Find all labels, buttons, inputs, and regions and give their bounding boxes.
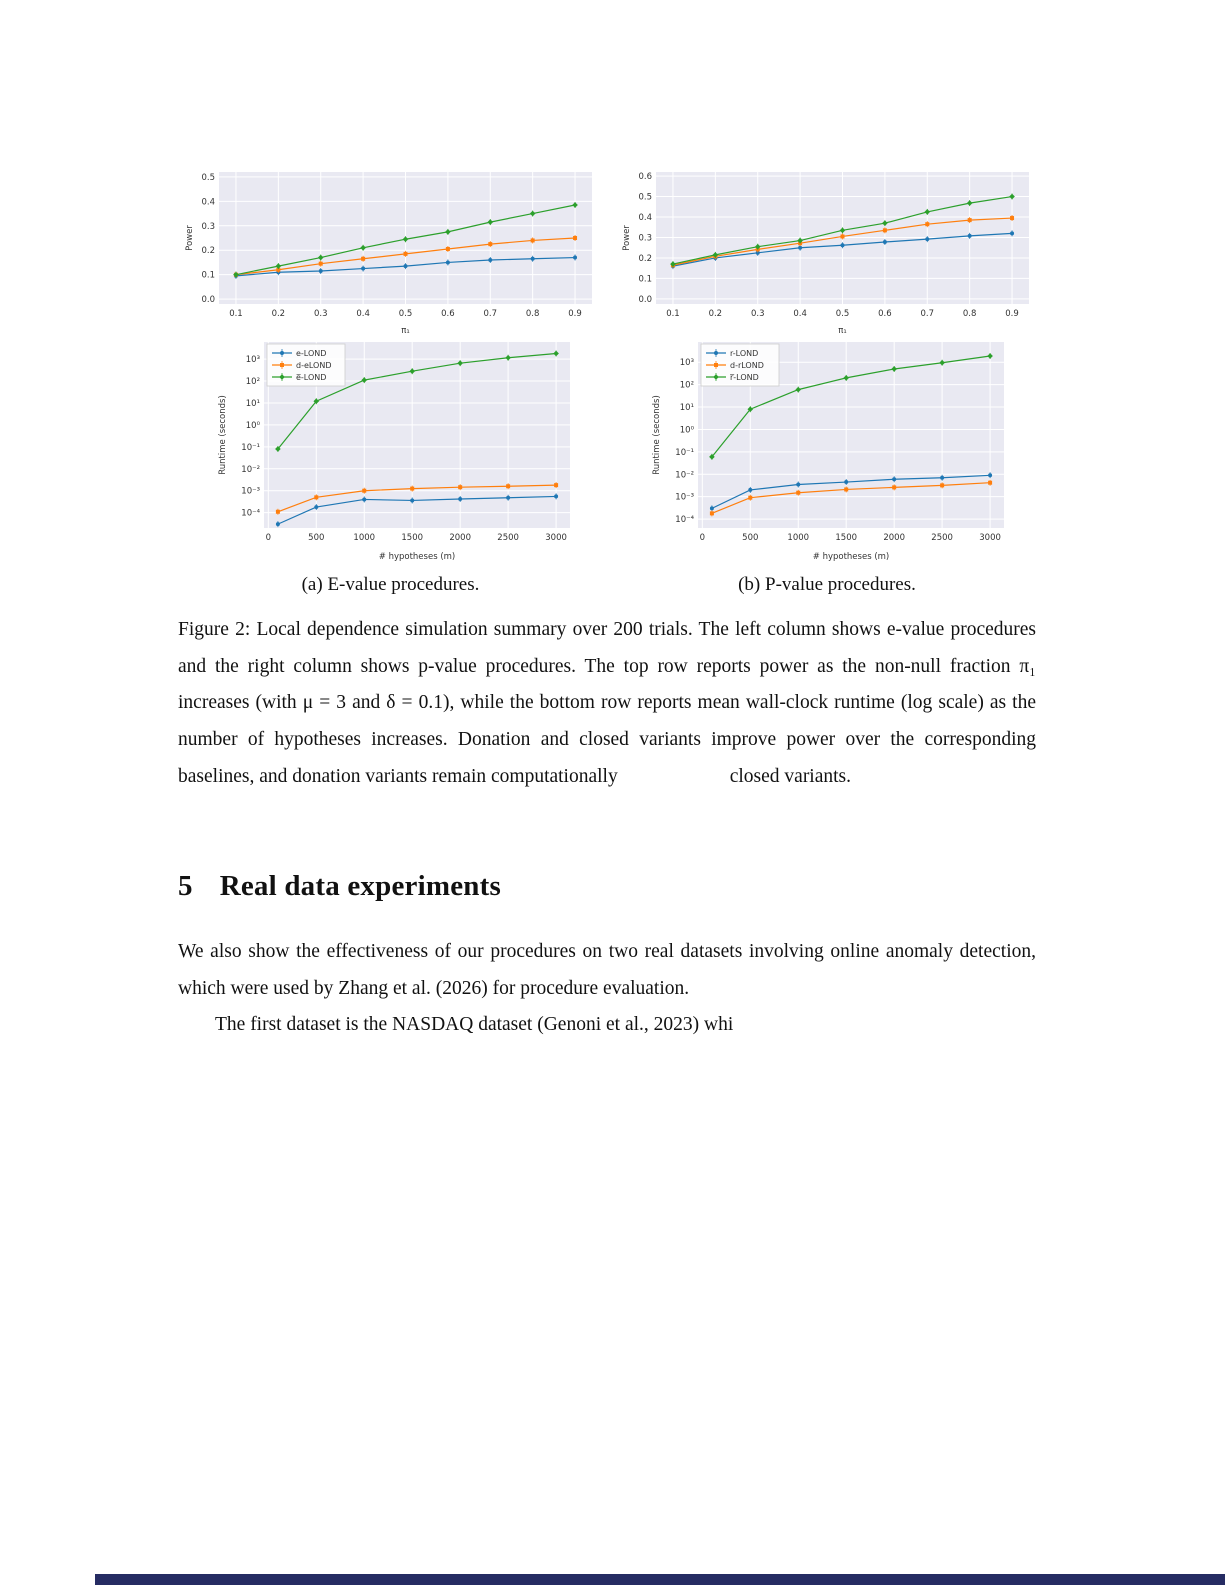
svg-text:d-rLOND: d-rLOND xyxy=(730,361,764,370)
svg-text:3000: 3000 xyxy=(545,533,567,543)
svg-text:10⁻¹: 10⁻¹ xyxy=(675,447,694,458)
svg-text:0.8: 0.8 xyxy=(962,309,977,319)
power-evalue-chart xyxy=(183,164,598,338)
svg-text:0.4: 0.4 xyxy=(638,213,652,224)
section-heading xyxy=(178,870,501,903)
svg-text:10²: 10² xyxy=(679,380,694,391)
svg-text:10⁻²: 10⁻² xyxy=(241,464,260,475)
svg-text:2000: 2000 xyxy=(449,533,471,543)
svg-text:0.4: 0.4 xyxy=(356,309,370,319)
svg-text:10⁰: 10⁰ xyxy=(679,425,694,436)
svg-text:0.1: 0.1 xyxy=(201,270,215,281)
svg-text:10²: 10² xyxy=(245,377,260,388)
svg-text:0.6: 0.6 xyxy=(878,309,892,319)
svg-text:0.2: 0.2 xyxy=(638,253,652,264)
svg-text:π₁: π₁ xyxy=(401,326,410,336)
svg-text:2500: 2500 xyxy=(931,533,953,543)
paragraph: We also show the effectiveness of our procedures on two real datasets involving online anomaly detection, which were used by Zhang et al. (2026) for procedure evaluation. xyxy=(178,941,1036,999)
svg-text:10³: 10³ xyxy=(245,355,260,366)
svg-text:r̅-LOND: r̅-LOND xyxy=(730,373,759,382)
caption-gap xyxy=(618,781,730,782)
svg-text:e-LOND: e-LOND xyxy=(296,349,327,358)
figure-caption-tail: closed variants. xyxy=(729,765,852,787)
svg-text:0.9: 0.9 xyxy=(1005,309,1019,319)
svg-text:500: 500 xyxy=(308,533,325,543)
svg-text:Power: Power xyxy=(622,225,632,251)
svg-text:0.1: 0.1 xyxy=(229,309,243,319)
svg-text:0.6: 0.6 xyxy=(638,172,652,183)
paragraph: The first dataset is the NASDAQ dataset (Genoni et al., 2023) whi xyxy=(215,1014,734,1036)
body-text xyxy=(178,934,1036,1044)
svg-text:e̅-LOND: e̅-LOND xyxy=(296,373,327,382)
svg-text:0.5: 0.5 xyxy=(201,172,215,183)
svg-text:1500: 1500 xyxy=(401,533,424,543)
bottom-bar xyxy=(95,1574,1225,1585)
svg-text:0.3: 0.3 xyxy=(313,309,328,319)
svg-text:1500: 1500 xyxy=(835,533,858,543)
section-number: 5 xyxy=(178,870,193,902)
svg-text:0.0: 0.0 xyxy=(638,294,652,305)
svg-text:500: 500 xyxy=(742,533,759,543)
figure-caption xyxy=(178,612,1036,796)
section-title: Real data experiments xyxy=(219,870,501,902)
svg-text:0.1: 0.1 xyxy=(666,309,680,319)
svg-text:0.2: 0.2 xyxy=(201,246,215,257)
svg-text:2000: 2000 xyxy=(883,533,905,543)
subcaption-a: (a) E-value procedures. xyxy=(301,574,480,595)
svg-text:Runtime (seconds): Runtime (seconds) xyxy=(218,395,228,475)
svg-text:0: 0 xyxy=(699,533,706,543)
svg-text:# hypotheses (m): # hypotheses (m) xyxy=(378,552,456,562)
svg-text:0.4: 0.4 xyxy=(793,309,807,319)
svg-text:Runtime (seconds): Runtime (seconds) xyxy=(652,395,662,475)
figure-caption-text: Figure 2: Local dependence simulation summary over 200 trials. The left column shows e-value procedures and the right column shows p-value procedures. The top row reports power as the non-null fraction π₁ increases (with μ = 3 and δ = 0.1), while the bottom row reports mean wall-clock runtime (log scale) as the number of hypotheses increases. Donation and closed variants improve power over the corresponding baselines, and donation variants remain computationally xyxy=(178,619,1036,787)
svg-text:10⁻¹: 10⁻¹ xyxy=(241,442,260,453)
svg-text:10⁻³: 10⁻³ xyxy=(241,486,260,497)
svg-text:0.6: 0.6 xyxy=(441,309,455,319)
svg-text:0.1: 0.1 xyxy=(638,274,652,285)
svg-text:10⁻²: 10⁻² xyxy=(675,470,694,481)
runtime-evalue-chart xyxy=(216,336,578,564)
svg-text:0.8: 0.8 xyxy=(525,309,540,319)
svg-text:10¹: 10¹ xyxy=(245,398,260,409)
runtime-pvalue-chart xyxy=(650,336,1012,564)
svg-text:0.3: 0.3 xyxy=(750,309,765,319)
svg-text:0.2: 0.2 xyxy=(271,309,286,319)
svg-text:1000: 1000 xyxy=(787,533,810,543)
svg-text:10⁻³: 10⁻³ xyxy=(675,492,694,503)
svg-text:# hypotheses (m): # hypotheses (m) xyxy=(812,552,890,562)
svg-text:0.7: 0.7 xyxy=(920,309,935,319)
svg-text:r-LOND: r-LOND xyxy=(730,349,759,358)
svg-text:10³: 10³ xyxy=(679,358,694,369)
power-pvalue-chart xyxy=(620,164,1035,338)
subcaption-b: (b) P-value procedures. xyxy=(738,574,916,595)
svg-text:0.3: 0.3 xyxy=(638,233,652,244)
svg-text:10⁰: 10⁰ xyxy=(245,420,260,431)
svg-text:0.9: 0.9 xyxy=(568,309,582,319)
svg-text:Power: Power xyxy=(185,225,195,251)
svg-text:0.3: 0.3 xyxy=(201,221,215,232)
svg-text:0: 0 xyxy=(265,533,272,543)
svg-text:d-eLOND: d-eLOND xyxy=(296,361,332,370)
svg-text:1000: 1000 xyxy=(353,533,376,543)
svg-text:10⁻⁴: 10⁻⁴ xyxy=(241,508,260,519)
svg-text:10¹: 10¹ xyxy=(679,403,694,414)
svg-text:3000: 3000 xyxy=(979,533,1001,543)
svg-text:0.4: 0.4 xyxy=(201,197,215,208)
svg-text:0.5: 0.5 xyxy=(835,309,850,319)
svg-text:0.0: 0.0 xyxy=(201,295,215,306)
svg-text:0.2: 0.2 xyxy=(708,309,723,319)
svg-text:10⁻⁴: 10⁻⁴ xyxy=(675,515,694,526)
svg-text:0.5: 0.5 xyxy=(638,192,652,203)
svg-text:2500: 2500 xyxy=(497,533,519,543)
svg-text:π₁: π₁ xyxy=(838,326,847,336)
svg-text:0.5: 0.5 xyxy=(398,309,413,319)
svg-text:0.7: 0.7 xyxy=(483,309,498,319)
